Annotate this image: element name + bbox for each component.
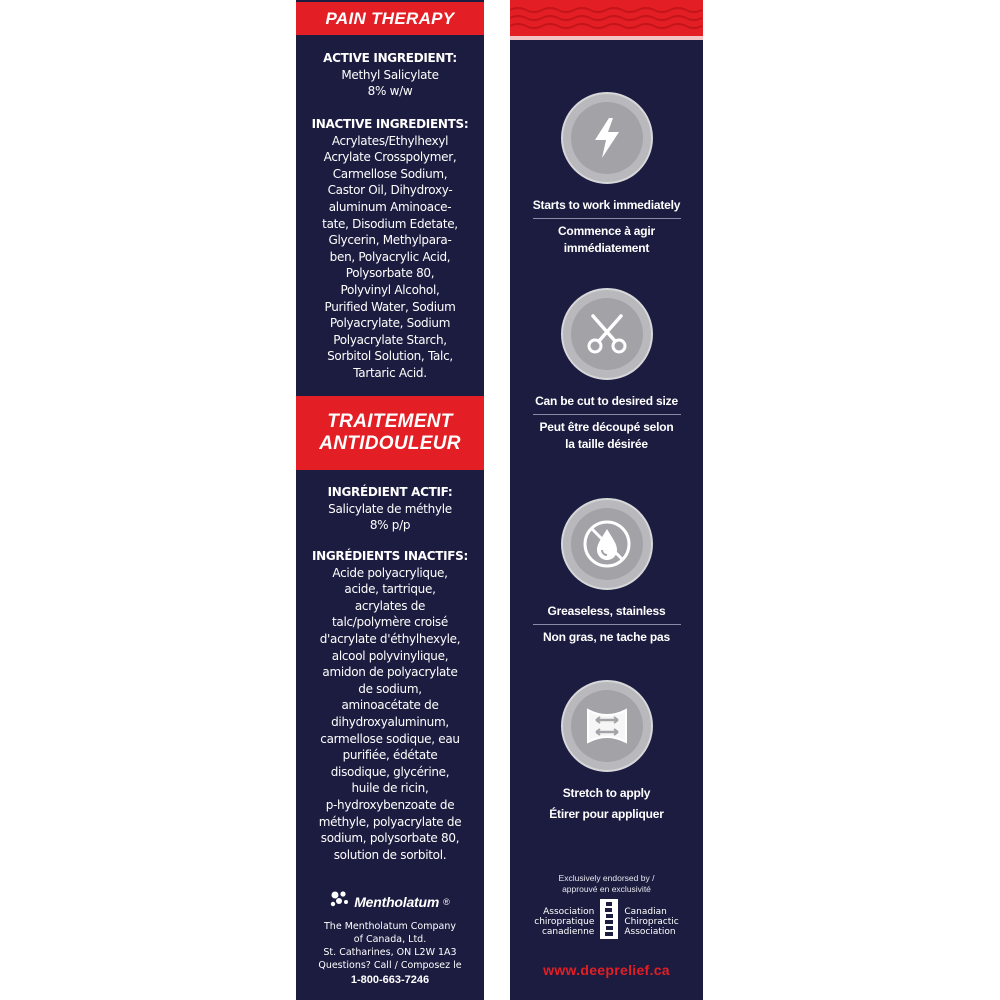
ingredient-line-fr: huile de ricin, [351, 781, 429, 796]
association-line: Association [543, 906, 595, 917]
red-wave-strip [510, 0, 703, 40]
ingredient-line: ben, Polyacrylic Acid, [329, 249, 451, 264]
association-line: Chiropractic [624, 916, 679, 927]
ingredient-line: Acrylates/Ethylhexyl [331, 133, 449, 148]
registered-mark: ® [443, 896, 450, 907]
ingredient-line: Polyvinyl Alcohol, [340, 282, 440, 297]
association-name-fr [534, 907, 594, 937]
banner-title-fr-line2: ANTIDOULEUR [319, 433, 461, 454]
ingredient-line-fr: méthyle, polyacrylate de [318, 814, 462, 829]
feature-text-fr: immédiatement [563, 241, 650, 255]
ingredient-line: aluminum Aminoace- [328, 199, 452, 214]
ingredient-line-fr: talc/polymère croisé [332, 615, 448, 630]
inactive-ingredients-heading-fr: INGRÉDIENTS INACTIFS: [311, 549, 469, 563]
feature-text-fr: Peut être découpé selon [539, 420, 674, 434]
feature-works-immediately [510, 92, 703, 257]
divider [533, 218, 681, 219]
ingredient-line-fr: disodique, glycérine, [330, 764, 450, 779]
ingredient-line-fr: de sodium, [358, 681, 422, 696]
ingredient-line: Castor Oil, Dihydroxy- [327, 183, 453, 198]
ingredient-line: Polyacrylate Starch, [333, 332, 447, 347]
spine-icon [600, 899, 618, 944]
feature-icon-badge [561, 498, 653, 590]
ingredient-line: Acrylate Crosspolymer, [323, 150, 457, 165]
brand-name: Mentholatum [354, 893, 440, 910]
feature-greaseless [510, 498, 703, 646]
feature-text-en: Starts to work immediately [532, 198, 681, 212]
company-line: of Canada, Ltd. [353, 934, 427, 945]
ingredient-line-fr: acide, tartrique, [344, 582, 436, 597]
association-line: canadienne [541, 926, 595, 937]
feature-icon-badge [561, 288, 653, 380]
active-ingredient-fr [300, 484, 480, 534]
ingredient-line: Carmellose Sodium, [332, 166, 448, 181]
feature-text-en: Greaseless, stainless [547, 604, 666, 618]
ingredient-line-fr: aminoacétate de [341, 698, 439, 713]
ingredient-line-fr: p-hydroxybenzoate de [325, 797, 455, 812]
endorsement-line: Exclusively endorsed by / [558, 873, 655, 883]
ingredient-line-fr: solution de sorbitol. [333, 847, 447, 862]
divider [533, 624, 681, 625]
association-name-en [624, 907, 678, 937]
feature-cut-to-size [510, 288, 703, 453]
ingredients-panel [296, 0, 484, 1000]
no-drop-icon [571, 508, 643, 580]
ingredient-line-fr: Acide polyacrylique, [332, 565, 448, 580]
phone-number: 1-800-663-7246 [350, 974, 430, 986]
chiropractic-association-logo [516, 899, 697, 944]
ingredient-line: tate, Disodium Edetate, [322, 216, 458, 231]
ingredient-line: Glycerin, Methylpara- [328, 233, 452, 248]
stretch-icon [571, 690, 643, 762]
ingredient-line: Purified Water, Sodium [324, 299, 456, 314]
inactive-ingredients-en [300, 116, 480, 382]
company-line: St. Catharines, ON L2W 1A3 [323, 947, 457, 958]
feature-text-fr: Étirer pour appliquer [549, 807, 664, 821]
association-line: chiropratique [534, 916, 595, 927]
feature-text-fr: Commence à agir [557, 224, 656, 238]
feature-icon-badge [561, 680, 653, 772]
endorsement-label [510, 873, 703, 895]
banner-title-en: PAIN THERAPY [325, 8, 455, 28]
association-line: Canadian [624, 906, 667, 917]
company-line: The Mentholatum Company [324, 921, 456, 932]
feature-text-fr: la taille désirée [565, 437, 648, 451]
ingredient-line-fr: acrylates de [354, 598, 426, 613]
divider [533, 414, 681, 415]
pain-therapy-banner [296, 2, 484, 35]
feature-stretch-to-apply [510, 680, 703, 823]
traitement-antidouleur-banner [296, 396, 484, 470]
company-address [296, 920, 484, 972]
ingredient-line: Tartaric Acid. [353, 365, 427, 380]
ingredient-line-fr: dihydroxyaluminum, [331, 714, 449, 729]
feature-text-en: Stretch to apply [562, 786, 651, 800]
feature-icon-badge [561, 92, 653, 184]
active-ingredient-amount-fr: 8% p/p [369, 518, 411, 533]
molecule-logo-icon [330, 890, 350, 913]
company-line: Questions? Call / Composez le [318, 960, 462, 971]
features-panel [510, 0, 703, 1000]
ingredient-line: Sorbitol Solution, Talc, [327, 349, 453, 364]
ingredient-line: Polyacrylate, Sodium [329, 316, 451, 331]
ingredient-line-fr: sodium, polysorbate 80, [320, 831, 460, 846]
feature-text-en: Can be cut to desired size [535, 394, 678, 408]
mentholatum-logo [296, 890, 484, 913]
ingredient-line-fr: alcool polyvinylique, [331, 648, 449, 663]
active-ingredient-name-fr: Salicylate de méthyle [328, 501, 452, 516]
inactive-ingredients-heading: INACTIVE INGREDIENTS: [311, 117, 469, 131]
active-ingredient-amount: 8% w/w [367, 84, 413, 99]
active-ingredient-heading-fr: INGRÉDIENT ACTIF: [327, 485, 453, 499]
endorsement-line: approuvé en exclusivité [562, 884, 651, 894]
association-line: Association [624, 926, 676, 937]
ingredient-line: Polysorbate 80, [345, 266, 435, 281]
banner-title-fr-line1: TRAITEMENT [327, 411, 453, 432]
ingredient-line-fr: carmellose sodique, eau [320, 731, 460, 746]
ingredient-line-fr: amidon de polyacrylate [322, 665, 458, 680]
active-ingredient-heading: ACTIVE INGREDIENT: [323, 51, 457, 65]
active-ingredient-en [300, 50, 480, 100]
inactive-ingredients-fr [300, 548, 480, 863]
scissors-icon [571, 298, 643, 370]
website-url: www.deeprelief.ca [543, 962, 670, 978]
lightning-icon [571, 102, 643, 174]
feature-text-fr: Non gras, ne tache pas [543, 630, 670, 644]
active-ingredient-name: Methyl Salicylate [341, 67, 439, 82]
ingredient-line-fr: d'acrylate d'éthylhexyle, [319, 631, 461, 646]
ingredient-line-fr: purifiée, édétate [342, 748, 438, 763]
